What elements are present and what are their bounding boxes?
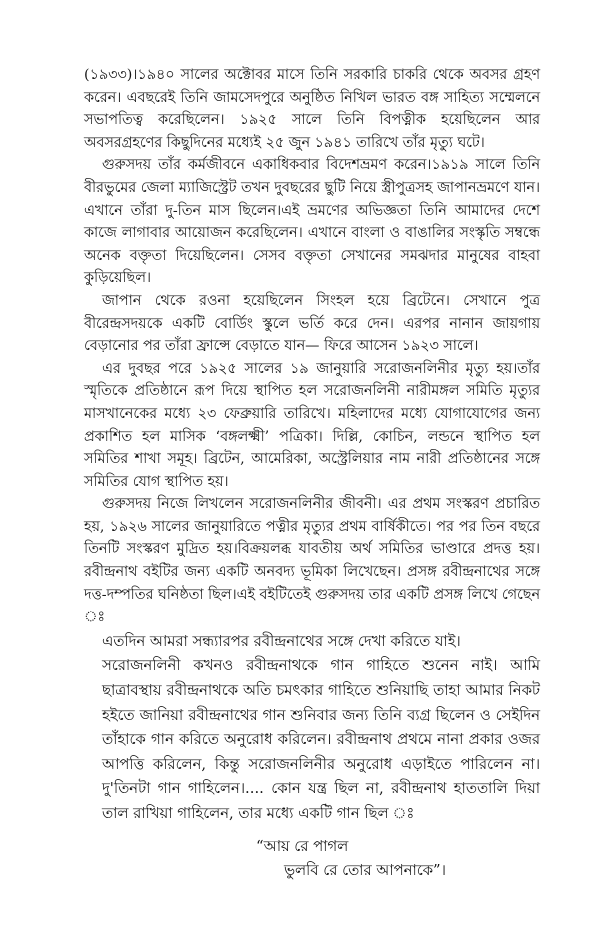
song-line-1: “আয় রে পাগল xyxy=(256,837,349,855)
song-line-2: ভুলবি রে তোর আপনাকে”। xyxy=(284,861,446,879)
document-page xyxy=(84,64,540,883)
paragraph-nari-mangal-samiti: এর দুবছর পরে ১৯২৫ সালের ১৯ জানুয়ারি সরোজনলিনীর মৃত্যু হয়।তাঁর স্মৃতিকে প্রতিষ্ঠানে রূপ দিয়ে স্থাপিত হল সরোজনলিনী নারীমঙ্গল সমিতি মৃত্যুর মাসখানেকের মধ্যে ২৩ ফেব্রুয়ারি তারিখে। মহিলাদের মধ্যে যোগাযোগের জন্য প্রকাশিত হল মাসিক ‘বঙ্গলক্ষ্মী’ পত্রিকা। দিল্লি, কোচিন, লন্ডনে স্থাপিত হল সমিতির শাখা সমূহ। ব্রিটেন, আমেরিকা, অস্ট্রেলিয়ার নাম নারী প্রতিষ্ঠানের সঙ্গে সমিতির যোগ স্থাপিত হয়। xyxy=(84,360,540,490)
paragraph-britain-travel: জাপান থেকে রওনা হয়েছিলেন সিংহল হয়ে ব্রিটেনে। সেখানে পুত্র বীরেন্দ্রসদয়কে একটি বোর্ডিং স্কুলে ভর্তি করে দেন। এরপর নানান জায়গায় বেড়ানোর পর তাঁরা ফ্রান্সে বেড়াতে যান— ফিরে আসেন ১৯২৩ সালে। xyxy=(84,292,540,355)
quote-body: সরোজনলিনী কখনও রবীন্দ্রনাথকে গান গাহিতে শুনেন নাই। আমি ছাত্রাবস্থায় রবীন্দ্রনাথকে অতি চমৎকার গাহিতে শুনিয়াছি তাহা আমার নিকট হইতে জানিয়া রবীন্দ্রনাথের গান শুনিবার জন্য তিনি ব্যগ্র ছিলেন ও সেইদিন তাঁহাকে গান করিতে অনুরোধ করিলেন। রবীন্দ্রনাথ প্রথমে নানা প্রকার ওজর আপত্তি করিলেন, কিন্তু সরোজনলিনীর অনুরোধ এড়াইতে পারিলেন না। দু'তিনটা গান গাহিলেন।.... কোন যন্ত্র ছিল না, রবীন্দ্রনাথ হাততালি দিয়া তাল রাখিয়া গাহিলেন, তার মধ্যে একটি গান ছিল ঃ xyxy=(102,657,540,822)
paragraph-japan-travel: গুরুসদয় তাঁর কর্মজীবনে একাধিকবার বিদেশভ্রমণ করেন।১৯১৯ সালে তিনি বীরভুমের জেলা ম্যাজিস্ট্রেট তখন দুবছরের ছুটি নিয়ে স্ত্রীপুত্রসহ জাপানভ্রমণে যান। এখানে তাঁরা দু-তিন মাস ছিলেন।এই ভ্রমণের অভিজ্ঞতা তিনি আমাদের দেশে কাজে লাগাবার আয়োজন করেছিলেন। এখানে বাংলা ও বাঙালির সংস্কৃতি সম্বন্ধে অনেক বক্তৃতা দিয়েছিলেন। সেসব বক্তৃতা সেখানের সমঝদার মানুষের বাহবা কুড়িয়েছিল। xyxy=(84,157,540,287)
song-lyrics xyxy=(84,835,540,883)
block-quote xyxy=(102,630,540,827)
quote-first-line: এতদিন আমরা সন্ধ্যারপর রবীন্দ্রনাথের সঙ্গে দেখা করিতে যাই। xyxy=(102,632,461,650)
paragraph-biography: গুরুসদয় নিজে লিখলেন সরোজনলিনীর জীবনী। এর প্রথম সংস্করণ প্রচারিত হয়, ১৯২৬ সালের জানুয়ারিতে পত্নীর মৃত্যুর প্রথম বার্ষিকীতে। পর পর তিন বছরে তিনটি সংস্করণ মুদ্রিত হয়।বিক্রয়লব্ধ যাবতীয় অর্থ সমিতির ভাণ্ডারে প্রদত্ত হয়।রবীন্দ্রনাথ বইটির জন্য একটি অনবদ্য ভূমিকা লিখেছেন। প্রসঙ্গ রবীন্দ্রনাথের সঙ্গে দত্ত-দম্পতির ঘনিষ্ঠতা ছিল।এই বইটিতেই গুরুসদয় তার একটি প্রসঙ্গ লিখে গেছেন ঃ xyxy=(84,496,540,626)
paragraph-retirement: (১৯৩৩)।১৯৪০ সালের অক্টোবর মাসে তিনি সরকারি চাকরি থেকে অবসর গ্রহণ করেন। এবছরেই তিনি জামসেদপুরে অনুষ্ঠিত নিখিল ভারত বঙ্গ সাহিত্য সম্মেলনে সভাপতিত্ব করেছিলেন। ১৯২৫ সালে তিনি বিপত্নীক হয়েছিলেন আর অবসরগ্রহণের কিছুদিনের মধ্যেই ২৫ জুন ১৯৪১ তারিখে তাঁর মৃত্যু ঘটে। xyxy=(84,67,540,151)
